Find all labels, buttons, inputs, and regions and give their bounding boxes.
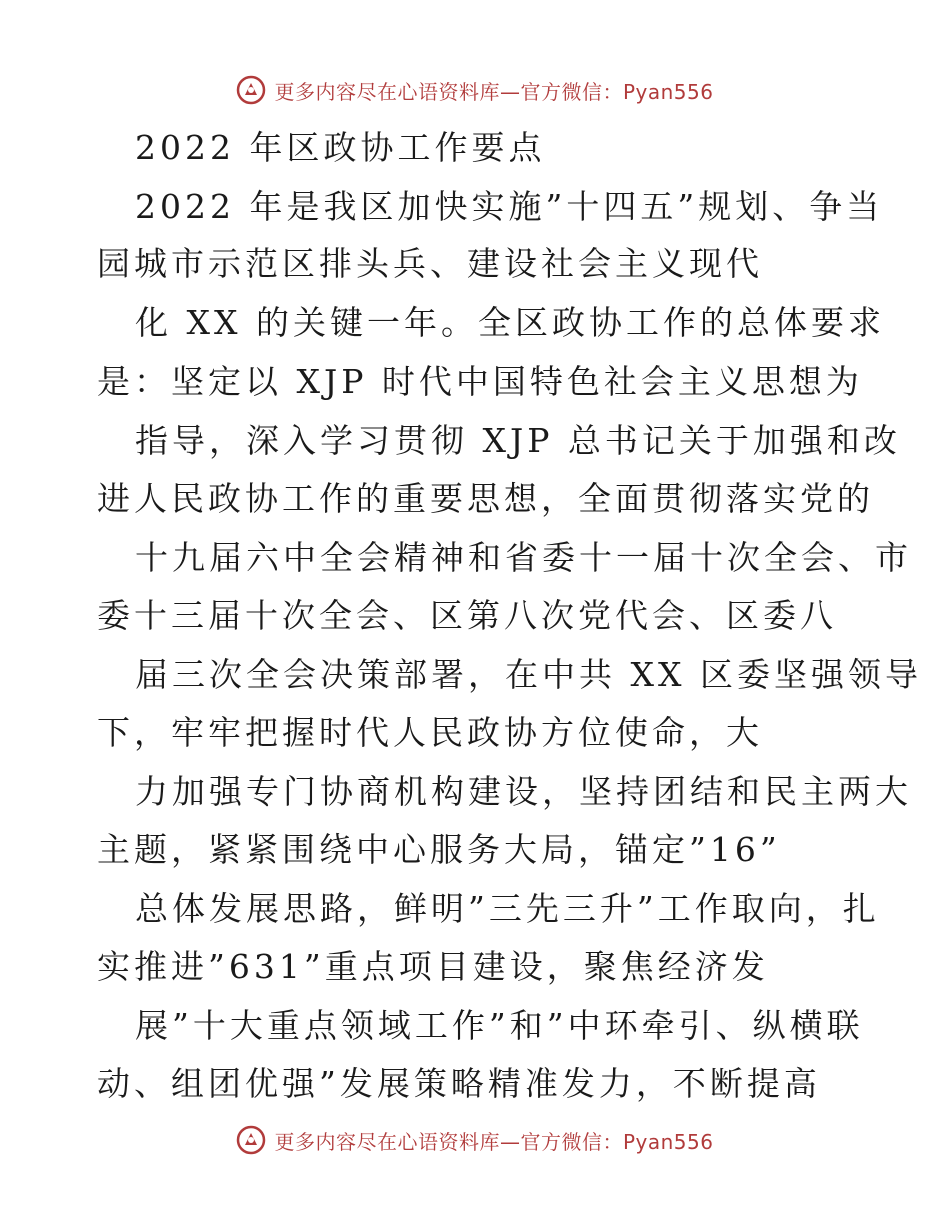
paragraph-line: 是：坚定以 XJP 时代中国特色社会主义思想为 — [97, 362, 863, 401]
paragraph-line: 下，牢牢把握时代人民政协方位使命，大 — [97, 713, 763, 752]
paragraph-line: 总体发展思路，鲜明”三先三升”工作取向，扎 — [135, 889, 880, 928]
paragraph-line: 展”十大重点领域工作”和”中环牵引、纵横联 — [135, 1006, 864, 1045]
paragraph-line: 力加强专门协商机构建设，坚持团结和民主两大 — [135, 772, 912, 811]
header-watermark — [0, 70, 950, 110]
paragraph-line: 实推进”631”重点项目建设，聚焦经济发 — [97, 947, 769, 986]
footer-watermark — [0, 1120, 950, 1160]
paragraph-line: 委十三届十次全会、区第八次党代会、区委八 — [97, 596, 837, 635]
seal-logo-icon — [236, 75, 266, 105]
paragraph-line: 园城市示范区排头兵、建设社会主义现代 — [97, 244, 763, 283]
watermark-text: 更多内容尽在心语资料库—官方微信：Pyan556 — [274, 1129, 714, 1154]
paragraph-line: 届三次全会决策部署，在中共 XX 区委坚强领导 — [135, 655, 922, 694]
paragraph-line: 动、组团优强”发展策略精准发力，不断提高 — [97, 1064, 821, 1103]
paragraph-line: 指导，深入学习贯彻 XJP 总书记关于加强和改 — [135, 421, 901, 460]
paragraph-line: 进人民政协工作的重要思想，全面贯彻落实党的 — [97, 479, 874, 518]
paragraph-line: 主题，紧紧围绕中心服务大局，锚定”16” — [97, 830, 781, 869]
paragraph-line: 十九届六中全会精神和省委十一届十次全会、市 — [135, 538, 912, 577]
document-title: 2022 年区政协工作要点 — [135, 128, 546, 167]
watermark-text: 更多内容尽在心语资料库—官方微信：Pyan556 — [274, 79, 714, 104]
paragraph-line: 化 XX 的关键一年。全区政协工作的总体要求 — [135, 303, 885, 342]
paragraph-line: 2022 年是我区加快实施”十四五”规划、争当 — [135, 187, 884, 226]
seal-logo-icon — [236, 1125, 266, 1155]
